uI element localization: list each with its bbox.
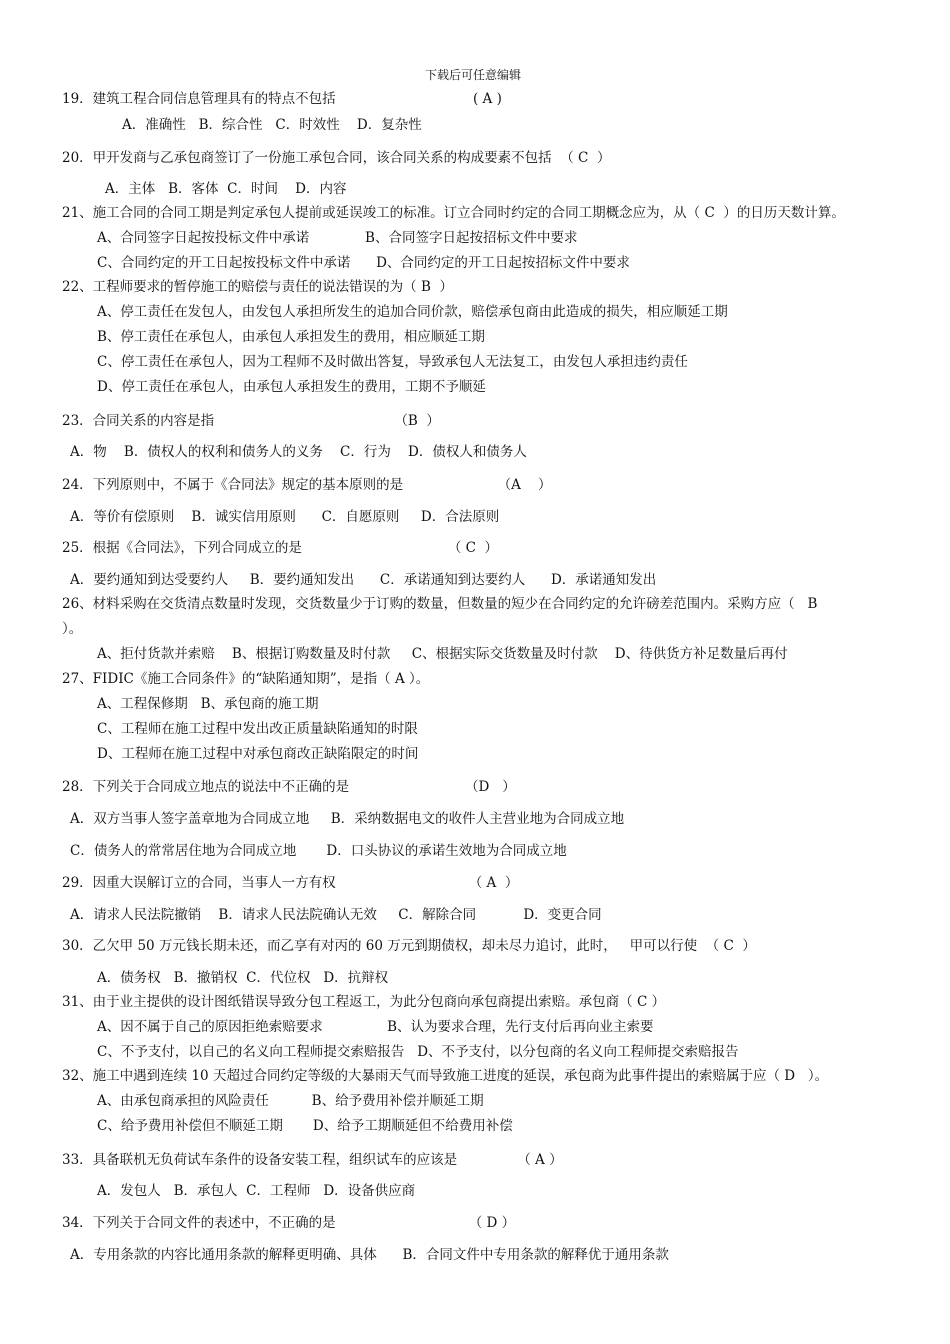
option-22-d: D、停工责任在承包人，由承包人承担发生的费用，工期不予顺延 bbox=[97, 379, 486, 395]
options-32-cd: C、给予费用补偿但不顺延工期 D、给予工期顺延但不给费用补偿 bbox=[97, 1118, 513, 1134]
question-25: 25．根据《合同法》，下列合同成立的是 （ C ） bbox=[62, 540, 499, 556]
option-22-b: B、停工责任在承包人，由承包人承担发生的费用，相应顺延工期 bbox=[97, 329, 485, 345]
options-23: A．物 B．债权人的权利和债务人的义务 C．行为 D．债权人和债务人 bbox=[70, 444, 527, 460]
option-27-d: D、工程师在施工过程中对承包商改正缺陷限定的时间 bbox=[97, 746, 419, 762]
options-20: A．主体 B．客体 C．时间 D．内容 bbox=[105, 181, 347, 197]
options-27-ab: A、工程保修期 B、承包商的施工期 bbox=[97, 696, 319, 712]
question-30: 30．乙欠甲 50 万元钱长期未还，而乙享有对丙的 60 万元到期债权，却未尽力追讨，此时， 甲可以行使 （ C ） bbox=[62, 938, 756, 954]
question-19: 19．建筑工程合同信息管理具有的特点不包括 ( A ) bbox=[62, 91, 502, 107]
option-22-a: A、停工责任在发包人，由发包人承担所发生的追加合同价款，赔偿承包商由此造成的损失，相应顺延工期 bbox=[97, 304, 728, 320]
options-31-ab: A、因不属于自己的原因拒绝索赔要求 B、认为要求合理，先行支付后再向业主索要 bbox=[97, 1019, 654, 1035]
options-33: A．发包人 B．承包人 C．工程师 D．设备供应商 bbox=[97, 1183, 416, 1199]
options-32-ab: A、由承包商承担的风险责任 B、给予费用补偿并顺延工期 bbox=[97, 1093, 484, 1109]
option-22-c: C、停工责任在承包人，因为工程师不及时做出答复，导致承包人无法复工，由发包人承担违约责任 bbox=[97, 354, 688, 370]
question-24: 24．下列原则中，不属于《合同法》规定的基本原则的是 （A ） bbox=[62, 477, 552, 493]
options-34-ab: A．专用条款的内容比通用条款的解释更明确、具体 B．合同文件中专用条款的解释优于通用条款 bbox=[70, 1247, 669, 1263]
question-31: 31、由于业主提供的设计图纸错误导致分包工程返工，为此分包商向承包商提出索赔。承包商（ C ） bbox=[62, 994, 666, 1010]
options-19: A．准确性 B．综合性 C．时效性 D．复杂性 bbox=[122, 117, 422, 133]
options-26: A、拒付货款并索赔 B、根据订购数量及时付款 C、根据实际交货数量及时付款 D、待供货方补足数量后再付 bbox=[97, 646, 788, 662]
question-23: 23．合同关系的内容是指 （B ） bbox=[62, 413, 440, 429]
options-21-cd: C、合同约定的开工日起按投标文件中承诺 D、合同约定的开工日起按招标文件中要求 bbox=[97, 255, 630, 271]
question-21: 21、施工合同的合同工期是判定承包人提前或延误竣工的标准。订立合同时约定的合同工期概念应为，从（ C ）的日历天数计算。 bbox=[62, 205, 845, 221]
question-22: 22、工程师要求的暂停施工的赔偿与责任的说法错误的为（ B ） bbox=[62, 279, 453, 295]
question-29: 29．因重大误解订立的合同，当事人一方有权 （ A ） bbox=[62, 875, 519, 891]
options-30: A．债务权 B．撤销权 C．代位权 D．抗辩权 bbox=[97, 970, 389, 986]
question-20: 20．甲开发商与乙承包商签订了一份施工承包合同，该合同关系的构成要素不包括 （ C ） bbox=[62, 150, 611, 166]
question-33: 33．具备联机无负荷试车条件的设备安装工程，组织试车的应该是 （ A ） bbox=[62, 1152, 563, 1168]
question-34: 34．下列关于合同文件的表述中，不正确的是 （ D ） bbox=[62, 1215, 516, 1231]
page-header: 下载后可任意编辑 bbox=[425, 68, 522, 82]
options-28-ab: A．双方当事人签字盖章地为合同成立地 B．采纳数据电文的收件人主营业地为合同成立地 bbox=[70, 811, 625, 827]
question-28: 28．下列关于合同成立地点的说法中不正确的是 （D ） bbox=[62, 779, 516, 795]
question-26-cont: ）。 bbox=[62, 621, 83, 637]
question-27: 27、FIDIC《施工合同条件》的“缺陷通知期”，是指（ A ）。 bbox=[62, 671, 430, 687]
options-28-cd: C．债务人的常常居住地为合同成立地 D．口头协议的承诺生效地为合同成立地 bbox=[70, 843, 567, 859]
question-26: 26、材料采购在交货清点数量时发现，交货数量少于订购的数量，但数量的短少在合同约定的允许磅差范围内。采购方应（ B bbox=[62, 596, 818, 612]
options-29: A．请求人民法院撤销 B．请求人民法院确认无效 C．解除合同 D．变更合同 bbox=[70, 907, 602, 923]
option-27-c: C、工程师在施工过程中发出改正质量缺陷通知的时限 bbox=[97, 721, 418, 737]
question-32: 32、施工中遇到连续 10 天超过合同约定等级的大暴雨天气而导致施工进度的延误，承包商为此事件提出的索赔属于应（ D ）。 bbox=[62, 1068, 829, 1084]
options-31-cd: C、不予支付，以自己的名义向工程师提交索赔报告 D、不予支付，以分包商的名义向工程师提交索赔报告 bbox=[97, 1044, 739, 1060]
options-21-ab: A、合同签字日起按投标文件中承诺 B、合同签字日起按招标文件中要求 bbox=[97, 230, 578, 246]
options-25: A．要约通知到达受要约人 B．要约通知发出 C．承诺通知到达要约人 D．承诺通知发出 bbox=[70, 572, 657, 588]
options-24: A．等价有偿原则 B．诚实信用原则 C．自愿原则 D．合法原则 bbox=[70, 509, 500, 525]
